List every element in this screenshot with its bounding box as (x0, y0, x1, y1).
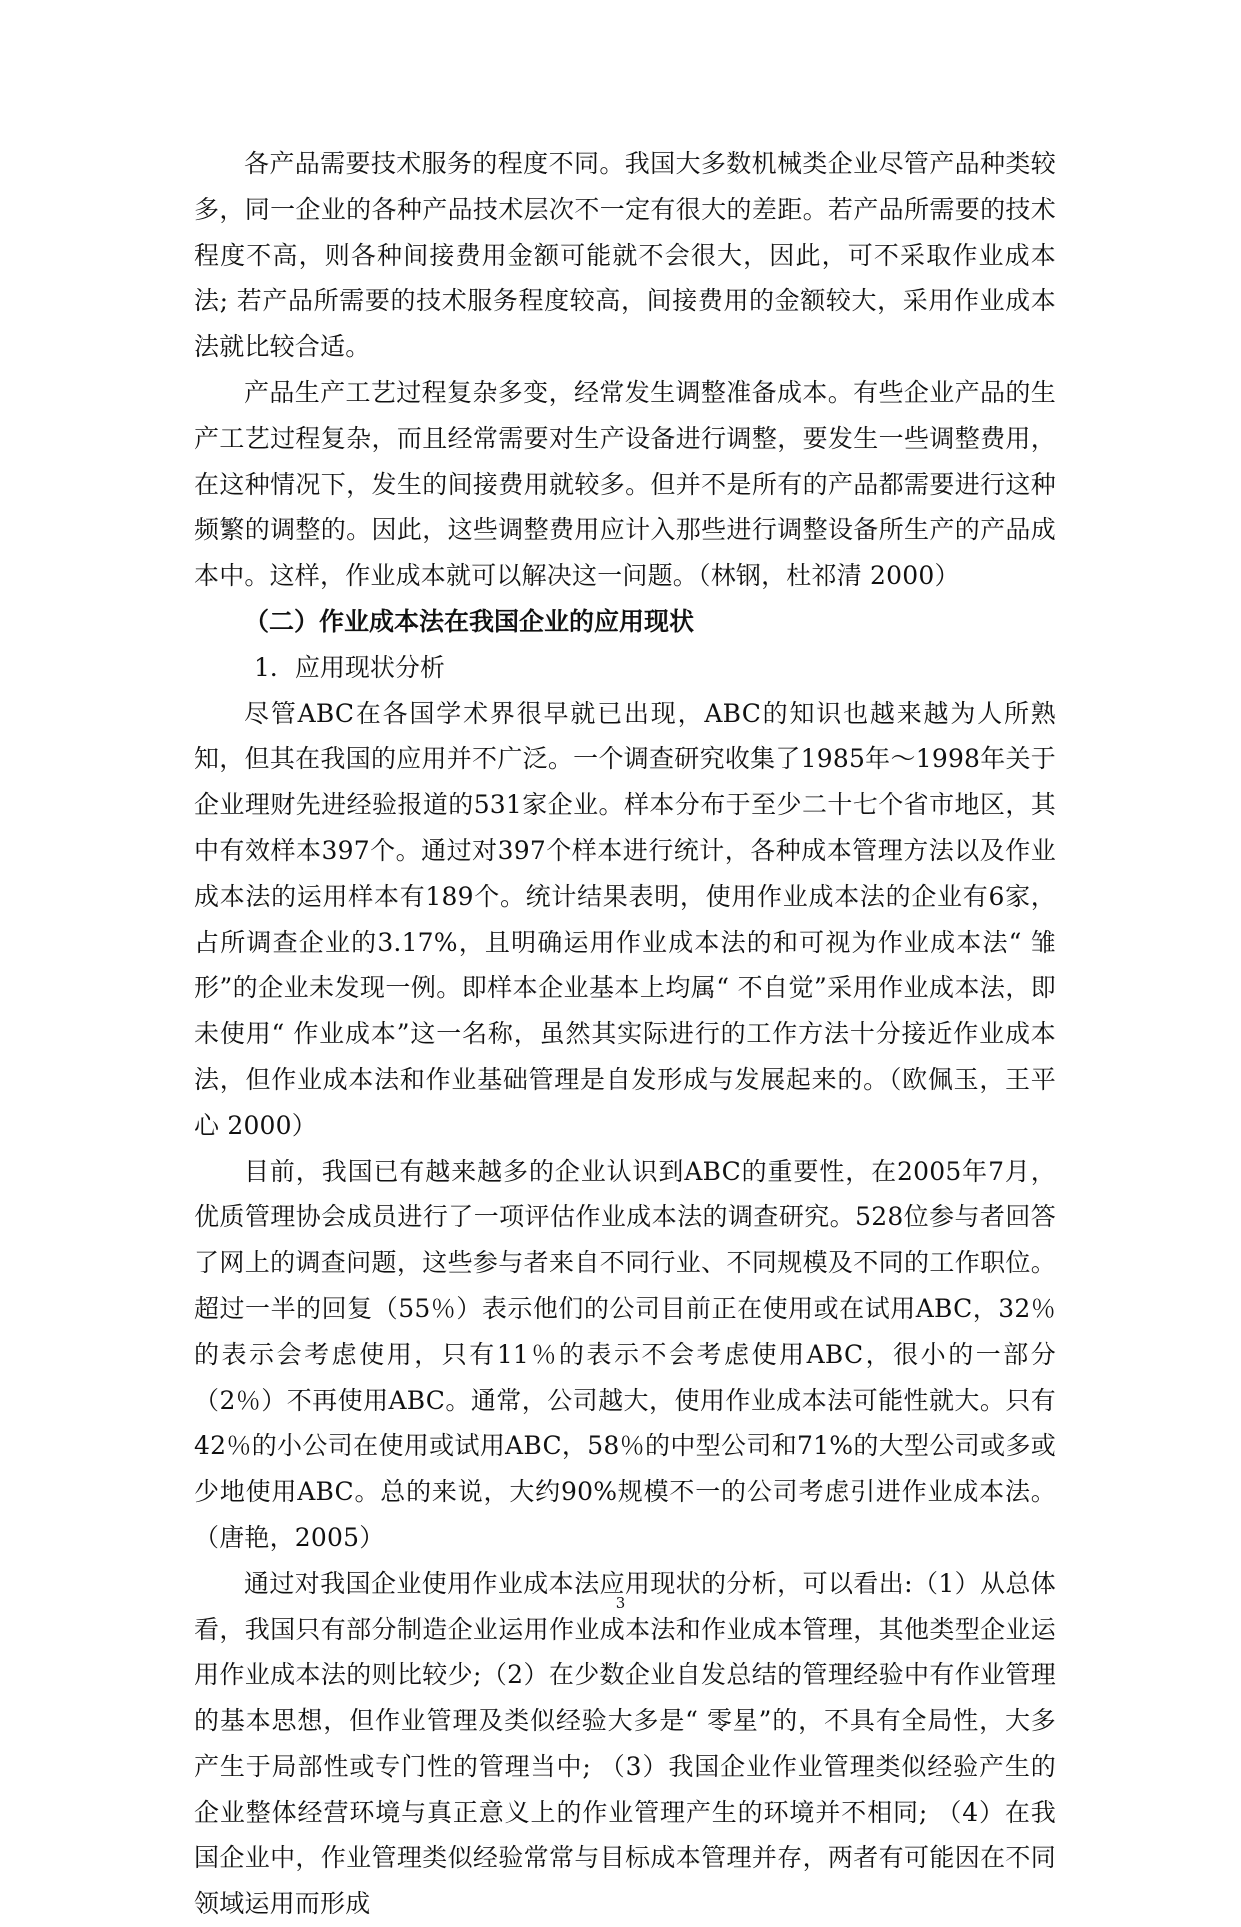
body-paragraph: 各产品需要技术服务的程度不同。我国大多数机械类企业尽管产品种类较多，同一企业的各种产品技术层次不一定有很大的差距。若产品所需要的技术程度不高，则各种间接费用金额可能就不会很大，因此，可不采取作业成本法; 若产品所需要的技术服务程度较高，间接费用的金额较大，采用作业成本法就比较合适。 (194, 149, 1056, 362)
section-heading: （二）作业成本法在我国企业的应用现状 (244, 606, 695, 636)
body-paragraph: 尽管ABC在各国学术界很早就已出现，ABC的知识也越来越为人所熟知，但其在我国的应用并不广泛。一个调查研究收集了1985年～1998年关于企业理财先进经验报道的531家企业。样本分布于至少二十七个省市地区，其中有效样本397个。通过对397个样本进行统计，各种成本管理方法以及作业成本法的运用样本有189个。统计结果表明，使用作业成本法的企业有6家，占所调查企业的3.17%，且明确运用作业成本法的和可视为作业成本法“ 雏形”的企业未发现一例。即样本企业基本上均属“ 不自觉”采用作业成本法，即未使用“ 作业成本”这一名称，虽然其实际进行的工作方法十分接近作业成本法，但作业成本法和作业基础管理是自发形成与发展起来的。（欧佩玉，王平心 2000） (194, 698, 1056, 1140)
page-body (194, 141, 1056, 1927)
body-paragraph: 通过对我国企业使用作业成本法应用现状的分析，可以看出:（1）从总体看，我国只有部分制造企业运用作业成本法和作业成本管理，其他类型企业运用作业成本法的则比较少;（2）在少数企业自发总结的管理经验中有作业管理的基本思想，但作业管理及类似经验大多是“ 零星”的，不具有全局性，大多产生于局部性或专门性的管理当中; （3）我国企业作业管理类似经验产生的企业整体经营环境与真正意义上的作业管理产生的环境并不相同; （4）在我国企业中，作业管理类似经验常常与目标成本管理并存，两者有可能因在不同领域运用而形成 (194, 1568, 1056, 1919)
body-paragraph: 目前，我国已有越来越多的企业认识到ABC的重要性，在2005年7月，优质管理协会成员进行了一项评估作业成本法的调查研究。528位参与者回答了网上的调查问题，这些参与者来自不同行业、不同规模及不同的工作职位。超过一半的回复（55％）表示他们的公司目前正在使用或在试用ABC，32％的表示会考虑使用，只有11％的表示不会考虑使用ABC，很小的一部分（2％）不再使用ABC。通常，公司越大，使用作业成本法可能性就大。只有42％的小公司在使用或试用ABC，58％的中型公司和71%的大型公司或多或少地使用ABC。总的来说，大约90%规模不一的公司考虑引进作业成本法。（唐艳，2005） (194, 1156, 1056, 1552)
body-paragraph: 产品生产工艺过程复杂多变，经常发生调整准备成本。有些企业产品的生产工艺过程复杂，而且经常需要对生产设备进行调整，要发生一些调整费用，在这种情况下，发生的间接费用就较多。但并不是所有的产品都需要进行这种频繁的调整的。因此，这些调整费用应计入那些进行调整设备所生产的产品成本中。这样，作业成本就可以解决这一问题。（林钢，杜祁清 2000） (194, 377, 1056, 591)
page-number: 3 (615, 1594, 626, 1612)
subsection-heading: 1．应用现状分析 (254, 652, 445, 682)
